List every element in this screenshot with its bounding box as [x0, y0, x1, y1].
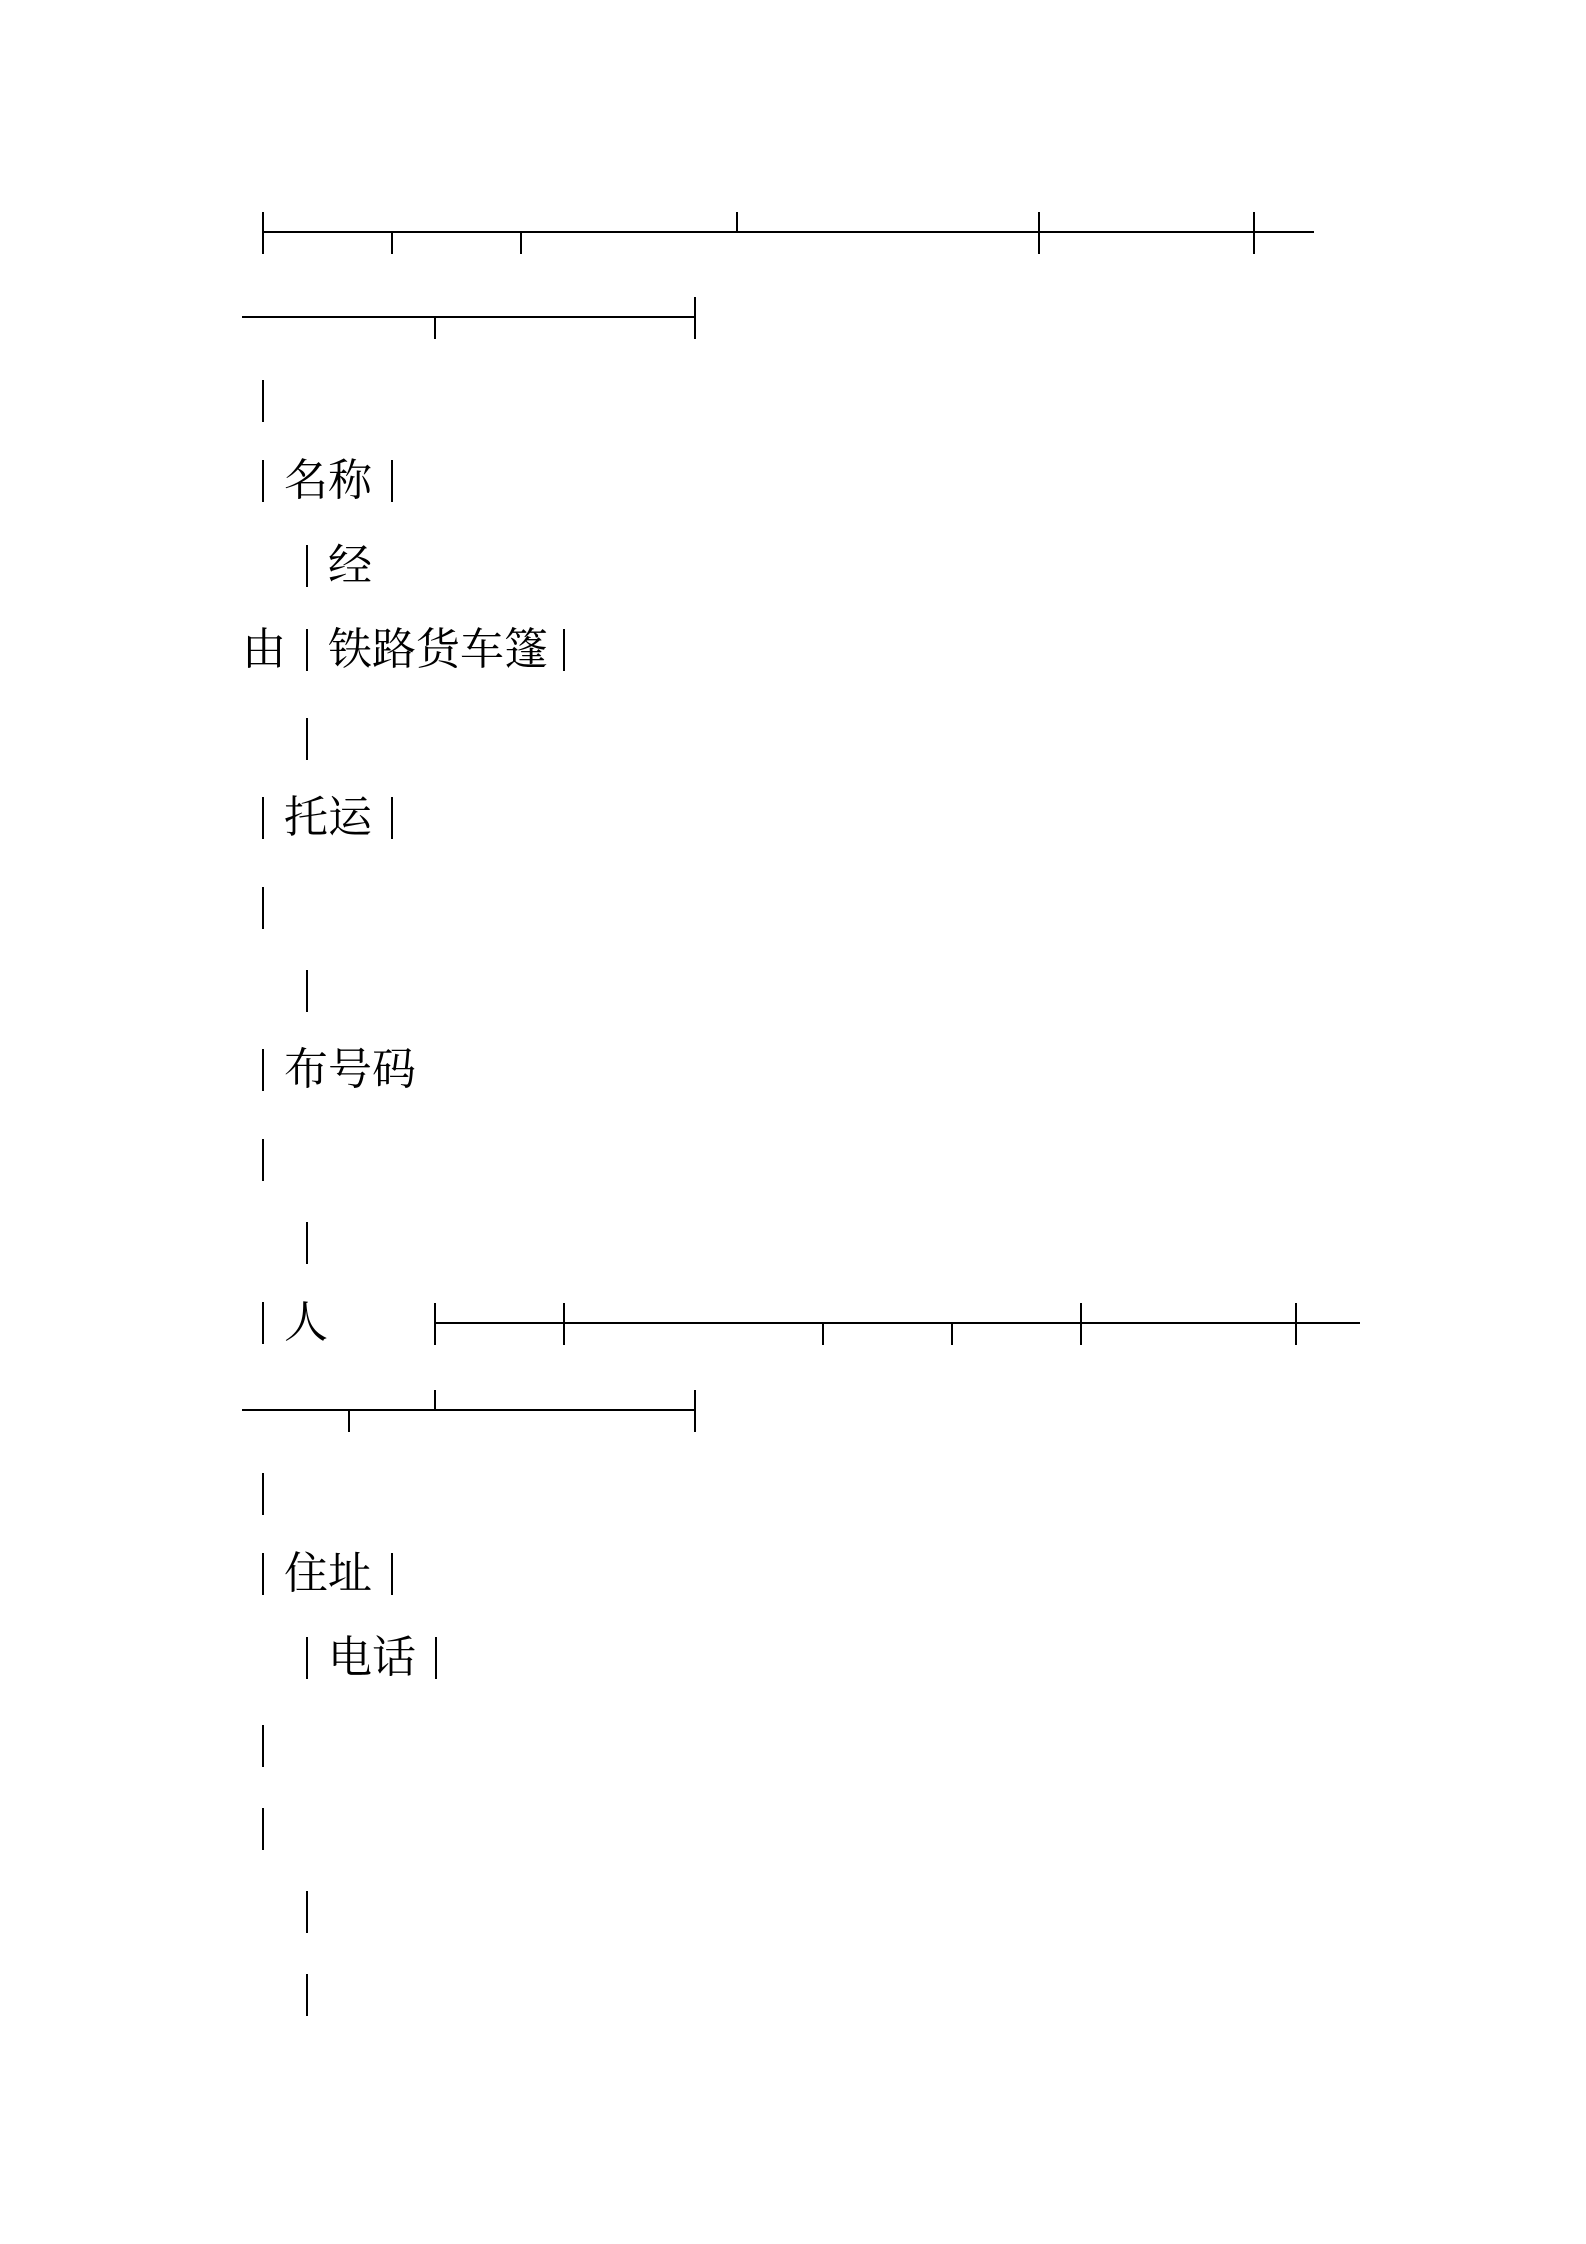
- phone-label: 电话: [328, 1632, 416, 1683]
- tarp-number-text: 布号码: [284, 1044, 416, 1095]
- horizontal-rule-3: [435, 1303, 1360, 1345]
- consignor-label-top: 托运: [284, 792, 372, 843]
- horizontal-rule-4: [242, 1390, 695, 1432]
- consignor-label-bottom: 人: [284, 1297, 328, 1348]
- horizontal-rule-2: [242, 297, 695, 339]
- route-label-top: 经: [328, 540, 372, 591]
- address-label: 住址: [284, 1548, 372, 1599]
- freight-car-tarp-text: 铁路货车篷: [328, 624, 548, 675]
- route-label-bottom: 由: [242, 624, 286, 675]
- name-label: 名称: [284, 455, 372, 506]
- horizontal-rule-1: [263, 212, 1314, 254]
